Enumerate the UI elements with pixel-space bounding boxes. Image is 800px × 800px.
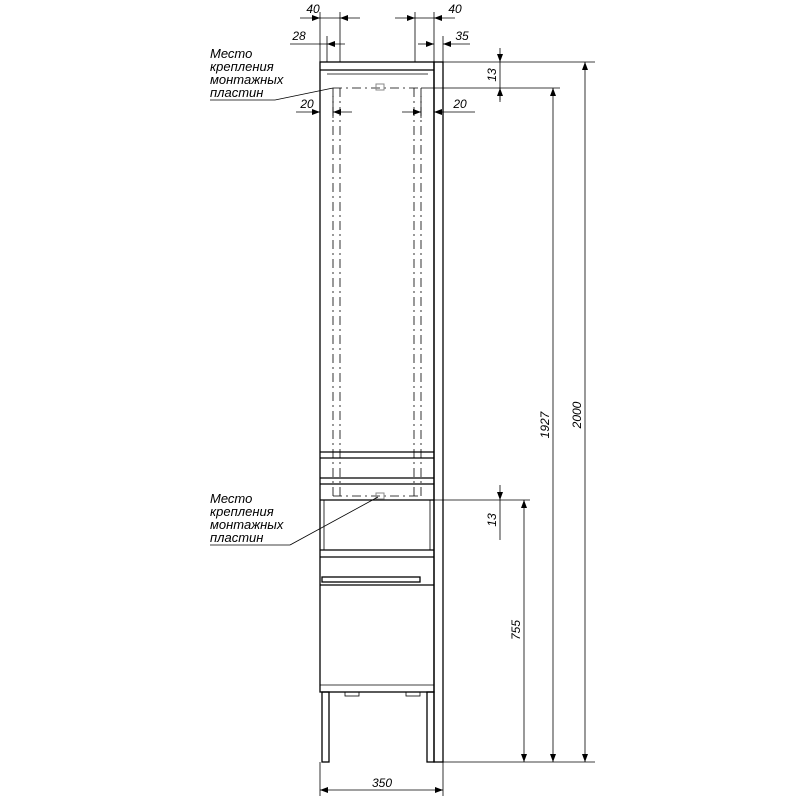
leader-lines — [210, 88, 378, 545]
note-top-line-2: крепления — [210, 59, 274, 74]
cabinet-body — [320, 62, 443, 762]
top-dimensions — [290, 12, 475, 118]
dim-755: 755 — [509, 619, 523, 641]
dim-40-right: 40 — [448, 2, 462, 16]
leg-left — [322, 692, 329, 762]
note-top — [210, 46, 284, 100]
dim-2000: 2000 — [570, 401, 584, 429]
dim-28: 28 — [292, 29, 306, 43]
dim-20-left: 20 — [300, 97, 314, 111]
note-top-line-1: Место — [210, 46, 253, 61]
dim-40-left: 40 — [306, 2, 320, 16]
mounting-plates — [333, 84, 421, 500]
dim-350: 350 — [371, 776, 393, 790]
door-handle — [322, 577, 420, 582]
dim-13-mid: 13 — [485, 513, 499, 527]
dim-20-right: 20 — [453, 97, 467, 111]
dim-35: 35 — [455, 29, 469, 43]
dim-13-top: 13 — [485, 68, 499, 82]
note-bottom-line-4: пластин — [210, 530, 264, 545]
note-top-line-4: пластин — [210, 85, 264, 100]
note-bottom — [210, 491, 284, 545]
note-bottom-line-3: монтажных — [210, 517, 284, 532]
side-panel — [434, 62, 443, 762]
note-top-line-3: монтажных — [210, 72, 284, 87]
note-bottom-line-1: Место — [210, 491, 253, 506]
right-dimensions — [421, 48, 595, 762]
note-bottom-line-2: крепления — [210, 504, 274, 519]
cabinet-outline — [320, 62, 434, 692]
leg-right — [427, 692, 434, 762]
dim-1927: 1927 — [538, 411, 552, 439]
